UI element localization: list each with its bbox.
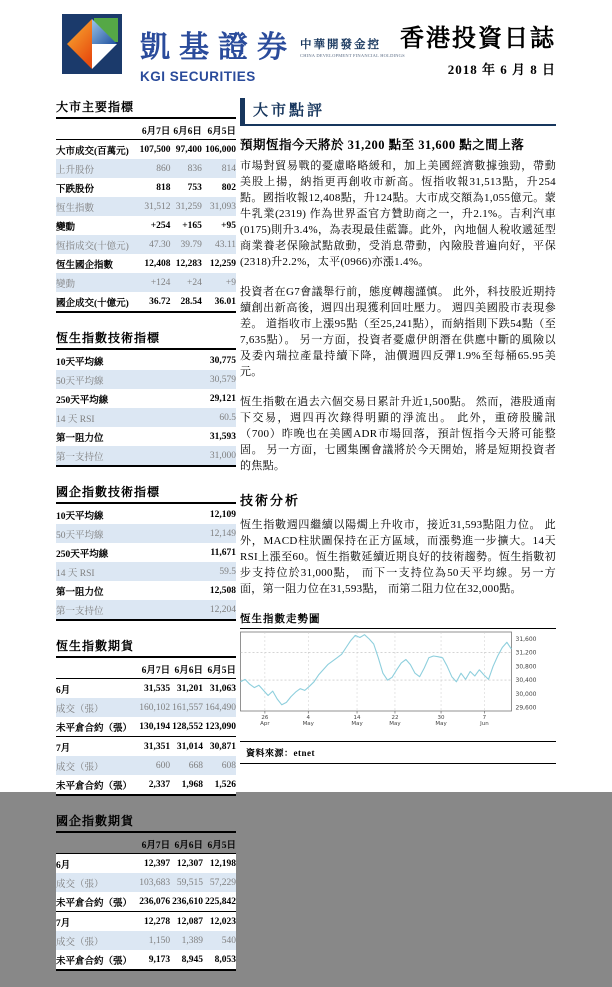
table-row	[56, 159, 236, 178]
cell-value: +24	[187, 277, 202, 288]
cell-value: 29,121	[209, 393, 236, 404]
commentary-headline: 預期恆指今天將於 31,200 點至 31,600 點之間上落	[240, 138, 525, 152]
row-label: 14 天 RSI	[56, 414, 95, 425]
cell-value: 11,671	[210, 547, 236, 558]
cell-value: 668	[188, 760, 204, 771]
x-axis-label: Jun	[480, 721, 489, 727]
market-indicators-block	[56, 98, 236, 313]
cell-value: 47.30	[149, 239, 171, 250]
table-row	[56, 931, 236, 950]
document-title-block	[400, 18, 556, 78]
row-label: 變動	[56, 279, 76, 290]
cell-value: 30,775	[209, 355, 236, 366]
y-axis-label: 30,000	[515, 690, 537, 698]
hsi-technical-title: 恆生指數技術指標	[56, 329, 236, 350]
hsi-technical-table	[56, 351, 236, 467]
row-label: 第一支持位	[56, 606, 104, 617]
row-label: 10天平均線	[56, 357, 104, 368]
row-label: 恆生國企指數	[56, 260, 114, 271]
cell-value: 31,014	[170, 737, 203, 757]
x-axis-label: 22	[391, 715, 399, 721]
table-row	[56, 717, 236, 737]
cell-value: 9,173	[148, 954, 171, 965]
cell-value: +124	[150, 277, 171, 288]
table-row	[56, 756, 236, 775]
cell-value: 814	[221, 163, 236, 174]
cell-value: 43.11	[214, 239, 236, 250]
table-row	[56, 737, 236, 757]
column-header: 6月7日	[137, 834, 170, 854]
page-title: 香港投資日誌	[400, 26, 556, 52]
hsi-chart-title: 恆生指數走勢圖	[240, 611, 556, 629]
cell-value: 31,259	[175, 201, 202, 212]
cell-value: 123,090	[205, 721, 236, 732]
cell-value: 540	[221, 935, 236, 946]
hscei-futures-table	[56, 834, 236, 971]
technical-analysis-paragraph: 恆生指數週四繼續以陽燭上升收市，接近31,593點阻力位。 此外，MACD柱狀圖保持在正方區域，而漲勢進一步擴大。14天RSI上漲至60。恆生指數延續近期良好的技術趨勢。恆生指數初步支持位於31,000點， 而下一支持位為50天平均線。另一方面，第一阻力位在31,593點， 而第二阻力位在32,000點。	[240, 519, 556, 595]
table-row	[56, 254, 236, 273]
cell-value: 12,278	[137, 912, 170, 932]
kgi-logo-mark	[62, 14, 122, 74]
cell-value: 1,526	[214, 779, 236, 790]
cell-value: +254	[150, 220, 171, 231]
table-row	[56, 600, 236, 620]
table-row	[56, 543, 236, 562]
row-label: 10天平均線	[56, 511, 104, 522]
cell-value: 36.72	[149, 296, 171, 307]
table-row	[56, 912, 236, 932]
cell-value: 36.01	[214, 296, 236, 307]
commentary-paragraph-3: 恆生指數在過去六個交易日累計升近1,500點。 然而，港股通南下交易，週四再次錄得明顯的淨流出。 此外，重磅股騰訊（700）昨晚也在美國ADR市場回落，預計恆指今天將可能整固。 另一方面，七國集團會議將於今天開始，將是短期投資者的焦點。	[240, 396, 556, 472]
source-row	[240, 741, 556, 764]
x-axis-label: 30	[437, 715, 445, 721]
group-name-chinese: 中華開發金控	[300, 39, 381, 51]
table-row	[56, 446, 236, 466]
cell-value: 106,000	[205, 144, 236, 155]
row-label: 14 天 RSI	[56, 568, 95, 579]
x-axis-label: Apr	[260, 721, 270, 727]
cell-value: 1,150	[148, 935, 171, 946]
cell-value: 802	[221, 182, 236, 193]
row-label: 250天平均線	[56, 395, 109, 406]
table-row	[56, 854, 236, 874]
table-row	[56, 698, 236, 717]
cell-value: 12,283	[175, 258, 202, 269]
row-label: 50天平均線	[56, 376, 104, 387]
x-axis-label: May	[351, 721, 363, 727]
data-table	[56, 120, 236, 313]
row-label: 成交（張）	[56, 879, 104, 890]
row-label: 恆指成交(十億元)	[56, 241, 129, 252]
table-row	[56, 292, 236, 312]
row-label: 成交（張）	[56, 704, 104, 715]
commentary-paragraph-2: 投資者在G7會議舉行前，態度轉趨謹慎。 此外，科技股近期持續創出新高後，週四出現獲利回吐壓力。 週四美國股市表現參差。 道指收市上漲95點（至25,241點），而納指則下跌54點（至7,635點）。 另一方面，投資者憂慮伊朗潛在供應中斷的風險以及委內瑞拉產量持續下降，油價週四反彈1.9%至每桶65.95美元。	[240, 286, 556, 378]
hscei-futures-title: 國企指數期貨	[56, 812, 236, 833]
row-label: 6月	[56, 685, 71, 696]
cell-value: 103,683	[139, 877, 171, 888]
cell-value: 31,351	[137, 737, 170, 757]
x-axis-label: 14	[353, 715, 361, 721]
cell-value: 59.5	[219, 566, 236, 577]
x-axis-label: 7	[482, 715, 487, 721]
data-table	[56, 834, 236, 971]
table-row	[56, 679, 236, 699]
row-label: 6月	[56, 860, 71, 871]
cell-value: 608	[221, 760, 236, 771]
group-name-english: CHINA DEVELOPMENT FINANCIAL HOLDINGS	[300, 53, 405, 58]
x-axis-label: 4	[306, 715, 310, 721]
hscei-technical-table	[56, 505, 236, 621]
market-indicators-table	[56, 120, 236, 313]
table-row	[56, 873, 236, 892]
hsi-chart-block	[240, 611, 556, 764]
table-row	[56, 775, 236, 795]
cell-value: 31,093	[209, 201, 236, 212]
cell-value: 818	[156, 182, 171, 193]
column-header: 6月5日	[203, 659, 236, 679]
cell-value: 130,194	[139, 721, 171, 732]
hsi-trend-chart	[240, 631, 556, 731]
cell-value: 60.5	[219, 412, 236, 423]
report-date: 2018 年 6 月 8 日	[447, 62, 556, 77]
hsi-futures-table	[56, 659, 236, 796]
cell-value: 2,337	[148, 779, 171, 790]
table-row	[56, 370, 236, 389]
cell-value: 600	[155, 760, 171, 771]
table-row	[56, 892, 236, 912]
row-label: 成交（張）	[56, 762, 104, 773]
x-axis-label: 26	[261, 715, 269, 721]
cell-value: 164,490	[205, 702, 236, 713]
cell-value: 236,076	[139, 896, 171, 907]
cell-value: 28.54	[180, 296, 202, 307]
table-row	[56, 273, 236, 292]
row-label: 7月	[56, 737, 137, 757]
table-row	[56, 505, 236, 524]
data-table	[56, 659, 236, 796]
commentary-paragraph-1: 市場對貿易戰的憂慮略略緩和，加上美國經濟數據強勁，帶動美股上揚，納指更再創收市新高。恆指收報31,513點，升254點。國指收報12,408點，升124點。大市成交額為1,055億元。蒙牛乳業(2319) 作為世界盃官方贊助商之一，升2.1%。吉利汽車(0175)則升3.4%，為表現最佳藍籌。此外，內地個人稅收遞延型商業養老保險試點啟動，受消息帶動，內險股普遍向好，平保(2318)升2.2%，太平(0966)亦漲1.4%。	[240, 160, 556, 268]
y-axis-label: 30,800	[515, 663, 537, 671]
cell-value: 12,109	[209, 509, 236, 520]
cell-value: 30,871	[203, 737, 236, 757]
hsi-futures-title: 恆生指數期貨	[56, 637, 236, 658]
cell-value: 12,204	[209, 604, 236, 615]
row-label: 未平倉合約（張）	[56, 723, 133, 734]
data-source-label: 資料來源：etnet	[246, 748, 315, 758]
cell-value: 8,053	[214, 954, 236, 965]
cell-value: 1,968	[181, 779, 204, 790]
cell-value: 107,500	[139, 144, 171, 155]
row-label: 未平倉合約（張）	[56, 898, 133, 909]
row-label: 50天平均線	[56, 530, 104, 541]
data-table	[56, 351, 236, 467]
row-label: 下跌股份	[56, 184, 95, 195]
brand-block	[140, 22, 296, 84]
row-label: 7月	[56, 912, 137, 932]
cell-value: +165	[182, 220, 202, 231]
cell-value: 12,397	[143, 858, 171, 869]
right-column	[240, 98, 556, 764]
cell-value: 860	[156, 163, 171, 174]
table-row	[56, 524, 236, 543]
cell-value: 31,593	[209, 431, 236, 442]
row-label: 國企成交(十億元)	[56, 298, 129, 309]
cell-value: 12,149	[209, 528, 236, 539]
cell-value: 225,842	[205, 896, 236, 907]
column-header: 6月5日	[203, 834, 236, 854]
table-row	[56, 140, 236, 160]
row-label: 上升股份	[56, 165, 95, 176]
cell-value: 753	[187, 182, 202, 193]
cell-value: 31,512	[144, 201, 171, 212]
cell-value: 12,408	[144, 258, 171, 269]
cell-value: 12,508	[209, 585, 236, 596]
hscei-technical-title: 國企指數技術指標	[56, 483, 236, 504]
group-block	[300, 36, 405, 58]
cell-value: 12,198	[209, 858, 236, 869]
data-table	[56, 505, 236, 621]
row-label: 未平倉合約（張）	[56, 956, 133, 967]
x-axis-label: May	[302, 721, 314, 727]
y-axis-label: 30,400	[515, 677, 537, 685]
y-axis-label: 29,600	[515, 704, 537, 712]
cell-value: 31,000	[209, 450, 236, 461]
brand-name-english: KGI SECURITIES	[140, 69, 256, 84]
cell-value: 836	[187, 163, 202, 174]
row-label: 第一阻力位	[56, 433, 104, 444]
cell-value: +9	[225, 277, 236, 288]
row-label: 大市成交(百萬元)	[56, 146, 129, 157]
hsi-futures-block	[56, 637, 236, 796]
table-row	[56, 178, 236, 197]
cell-value: 39.79	[180, 239, 202, 250]
y-axis-label: 31,600	[515, 635, 537, 643]
table-row	[56, 427, 236, 446]
table-row	[56, 408, 236, 427]
table-row	[56, 197, 236, 216]
row-label: 未平倉合約（張）	[56, 781, 133, 792]
cell-value: 31,063	[209, 683, 236, 694]
column-header: 6月7日	[137, 659, 170, 679]
hsi-technical-block	[56, 329, 236, 467]
cell-value: 8,945	[181, 954, 204, 965]
cell-value: 236,610	[172, 896, 204, 907]
brand-name-chinese: 凱基證券	[140, 31, 296, 64]
cell-value: 59,515	[176, 877, 204, 888]
cell-value: 12,087	[170, 912, 203, 932]
table-row	[56, 581, 236, 600]
table-row	[56, 389, 236, 408]
x-axis-label: May	[389, 721, 401, 727]
technical-analysis-heading: 技術分析	[240, 493, 301, 508]
cell-value: 31,535	[143, 683, 171, 694]
hscei-futures-block	[56, 812, 236, 971]
cell-value: +95	[221, 220, 236, 231]
hscei-technical-block	[56, 483, 236, 621]
cell-value: 57,229	[209, 877, 236, 888]
cell-value: 30,579	[209, 374, 236, 385]
row-label: 第一阻力位	[56, 587, 104, 598]
column-header: 6月6日	[170, 834, 203, 854]
row-label: 250天平均線	[56, 549, 109, 560]
row-label: 變動	[56, 222, 76, 233]
cell-value: 1,389	[181, 935, 204, 946]
row-label: 第一支持位	[56, 452, 104, 463]
market-indicators-title: 大市主要指標	[56, 98, 236, 119]
cell-value: 12,307	[176, 858, 204, 869]
cell-value: 12,259	[209, 258, 236, 269]
y-axis-label: 31,200	[515, 649, 537, 657]
cell-value: 97,400	[175, 144, 202, 155]
cell-value: 31,201	[176, 683, 204, 694]
cell-value: 160,102	[139, 702, 171, 713]
cell-value: 128,552	[172, 721, 204, 732]
row-label: 成交（張）	[56, 937, 104, 948]
column-header: 6月6日	[170, 659, 203, 679]
table-row	[56, 235, 236, 254]
table-row	[56, 216, 236, 235]
table-row	[56, 351, 236, 370]
x-axis-label: May	[435, 721, 447, 727]
table-row	[56, 562, 236, 581]
left-column	[56, 98, 236, 987]
market-commentary-heading: 大市點評	[240, 98, 556, 126]
column-header: 6月7日	[136, 120, 170, 140]
kgi-logo	[62, 14, 122, 74]
table-row	[56, 950, 236, 970]
cell-value: 12,023	[203, 912, 236, 932]
column-header: 6月5日	[202, 120, 236, 140]
cell-value: 161,557	[172, 702, 204, 713]
row-label: 恆生指數	[56, 203, 95, 214]
column-header: 6月6日	[170, 120, 201, 140]
